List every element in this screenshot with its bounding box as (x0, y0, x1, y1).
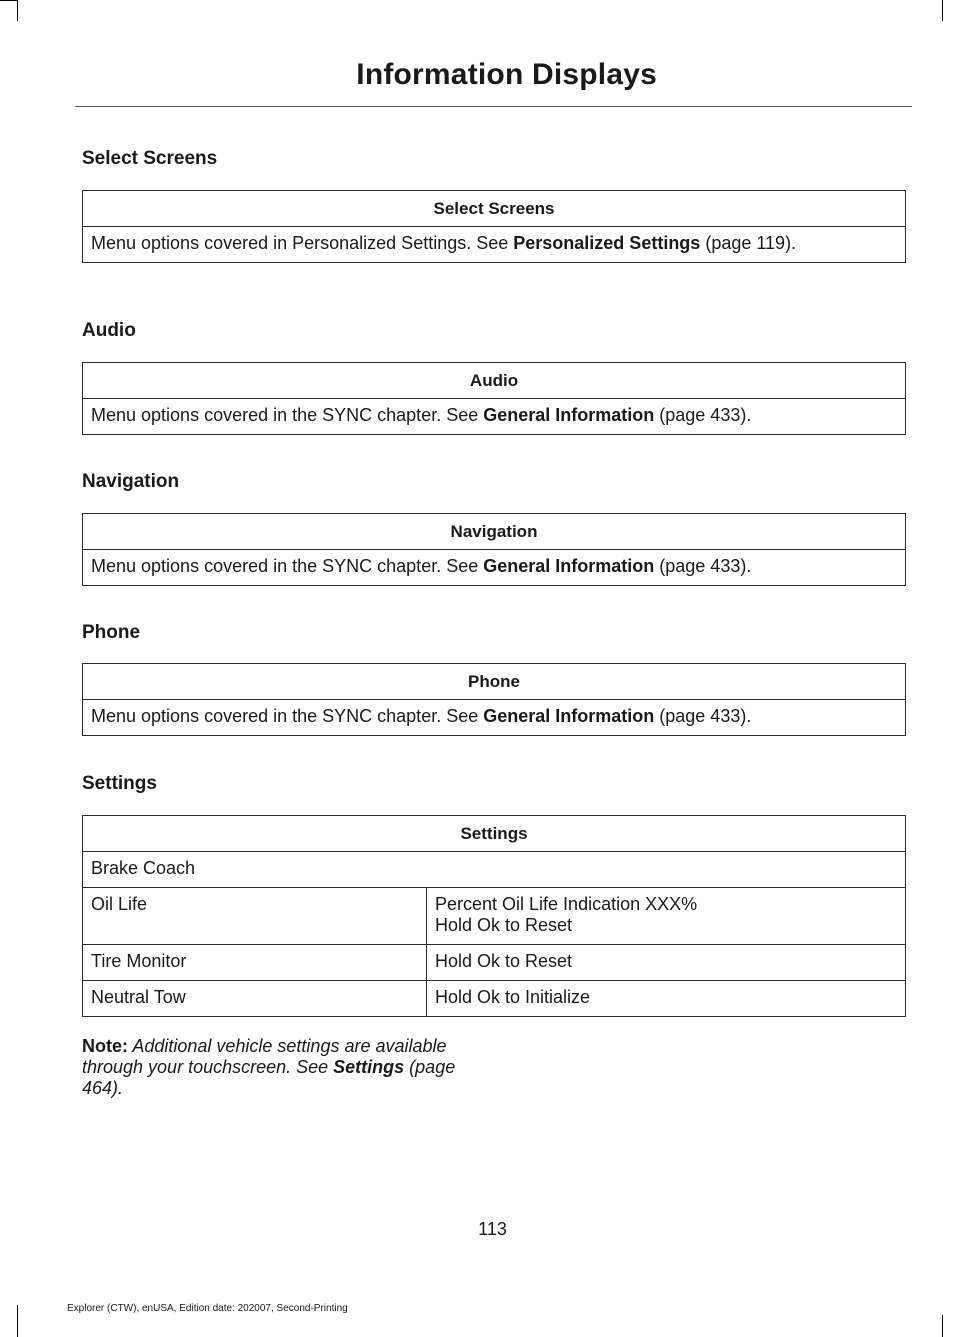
table-cell: Neutral Tow (83, 981, 427, 1017)
table-cell: Brake Coach (83, 852, 906, 888)
page-title: Information Displays (356, 58, 657, 91)
table-row (83, 981, 906, 1017)
cross-reference-link[interactable]: Personalized Settings (513, 233, 701, 253)
cross-reference-link[interactable]: Settings (333, 1057, 405, 1077)
table-header: Phone (83, 664, 906, 700)
table-cell: Menu options covered in the SYNC chapter. See General Information (page 433). (83, 550, 906, 586)
cross-reference-link[interactable]: General Information (483, 556, 655, 576)
note-label: Note: (82, 1036, 128, 1056)
table-cell: Menu options covered in the SYNC chapter. See General Information (page 433). (83, 399, 906, 435)
table-cell: Tire Monitor (83, 945, 427, 981)
table-header: Settings (83, 816, 906, 852)
select-screens-table (82, 190, 906, 263)
settings-table (82, 815, 906, 1017)
cross-reference-link[interactable]: General Information (483, 706, 655, 726)
page-number: 113 (478, 1219, 507, 1239)
table-row (83, 888, 906, 945)
crop-mark (942, 0, 943, 21)
table-row (83, 945, 906, 981)
footer-edition-info: Explorer (CTW), enUSA, Edition date: 202007, Second-Printing (67, 1303, 348, 1314)
cross-reference-link[interactable]: General Information (483, 405, 655, 425)
crop-mark (0, 0, 17, 1)
section-heading-phone: Phone (82, 622, 141, 643)
crop-mark (17, 1305, 18, 1337)
table-cell: Oil Life (83, 888, 427, 945)
table-header: Select Screens (83, 191, 906, 227)
section-heading-select-screens: Select Screens (82, 148, 218, 169)
section-heading-audio: Audio (82, 320, 136, 341)
crop-mark (17, 0, 18, 21)
table-cell: Menu options covered in the SYNC chapter. See General Information (page 433). (83, 700, 906, 736)
navigation-table (82, 513, 906, 586)
table-cell: Hold Ok to Reset (427, 945, 906, 981)
table-cell: Percent Oil Life Indication XXX% Hold Ok to Reset (427, 888, 906, 945)
table-header: Audio (83, 363, 906, 399)
table-cell: Menu options covered in Personalized Settings. See Personalized Settings (page 119). (83, 227, 906, 263)
section-heading-navigation: Navigation (82, 471, 180, 492)
audio-table (82, 362, 906, 435)
crop-mark (942, 1315, 943, 1337)
table-header: Navigation (83, 514, 906, 550)
section-heading-settings: Settings (82, 773, 157, 794)
note-paragraph: Note: Additional vehicle settings are available through your touchscreen. See Settings (page 464). (82, 1036, 456, 1098)
title-divider (75, 106, 912, 107)
table-cell: Hold Ok to Initialize (427, 981, 906, 1017)
phone-table (82, 663, 906, 736)
